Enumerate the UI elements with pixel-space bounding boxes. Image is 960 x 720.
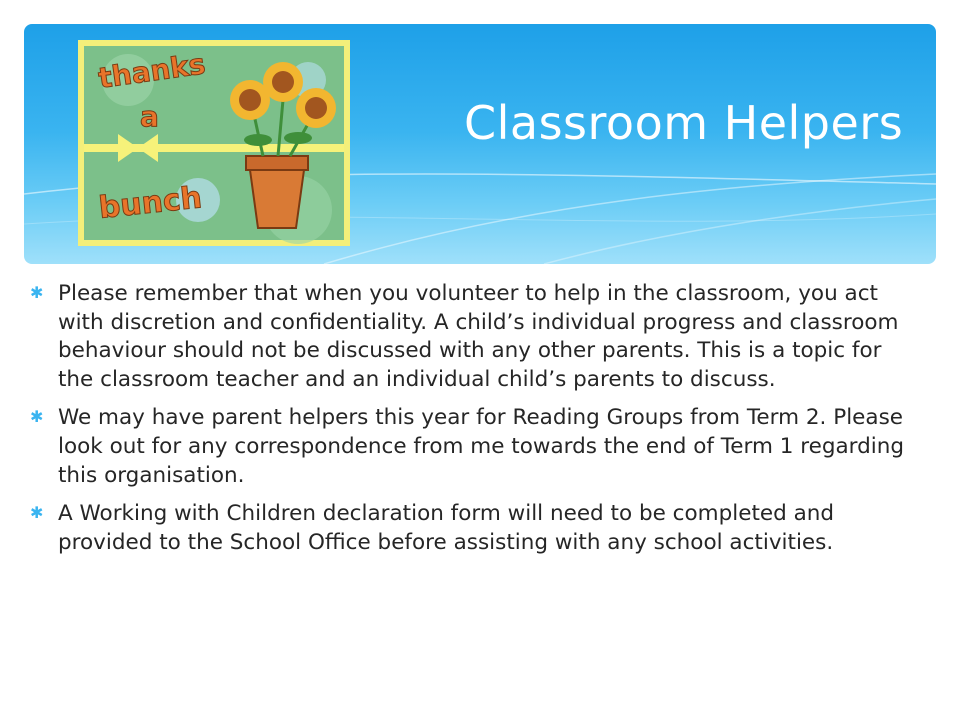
bullet-text: Please remember that when you volunteer to help in the classroom, you act with discretion and confidentiality. A child’s individual progress and classroom behaviour should not be discussed with any other parents. This is a topic for the classroom teacher and an individual child’s parents to discuss. xyxy=(58,281,899,392)
bullet-list xyxy=(26,280,916,567)
page-title: Classroom Helpers xyxy=(464,96,904,150)
bullet-item xyxy=(26,280,916,394)
thanks-a-bunch-card-image xyxy=(78,40,350,246)
svg-text:a: a xyxy=(140,100,159,133)
asterisk-icon: ✱ xyxy=(30,503,44,523)
bullet-text: We may have parent helpers this year for Reading Groups from Term 2. Please look out for any correspondence from me towards the end of Term 1 regarding this organisation. xyxy=(58,405,905,488)
asterisk-icon: ✱ xyxy=(30,283,44,302)
svg-text:thanks: thanks xyxy=(96,47,208,95)
bullet-item xyxy=(26,404,916,490)
svg-text:bunch: bunch xyxy=(97,180,204,226)
asterisk-icon: ✱ xyxy=(30,407,44,427)
bullet-item xyxy=(26,500,916,557)
bullet-text: A Working with Children declaration form will need to be completed and provided to the School Office before assisting with any school activities. xyxy=(58,501,835,555)
